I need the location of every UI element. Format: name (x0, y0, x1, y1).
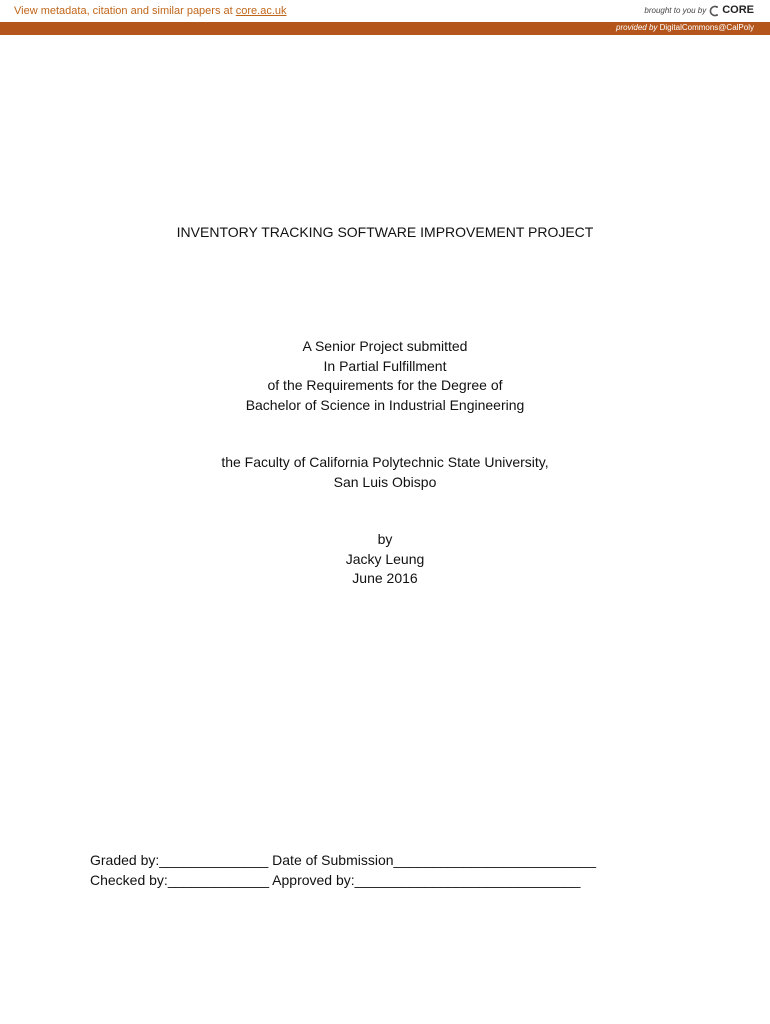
approval-signature-line: Checked by:_____________ Approved by:_____________________________ (90, 872, 581, 888)
author-name: Jacky Leung (345, 550, 425, 567)
core-branding[interactable] (644, 4, 754, 16)
project-title: INVENTORY TRACKING SOFTWARE IMPROVEMENT PROJECT (176, 224, 594, 240)
submission-line: A Senior Project submitted (302, 338, 468, 354)
core-logo-text: CORE (722, 4, 754, 16)
core-header (0, 0, 770, 22)
faculty-statement (0, 453, 770, 492)
submission-line: Bachelor of Science in Industrial Engineering (245, 396, 525, 413)
provided-by-text[interactable] (616, 23, 754, 32)
faculty-line: San Luis Obispo (333, 473, 437, 490)
core-link[interactable]: core.ac.uk (235, 5, 287, 17)
by-label: by (377, 531, 393, 547)
metadata-notice (14, 5, 287, 17)
faculty-line: the Faculty of California Polytechnic State University, (221, 454, 549, 470)
submission-line: of the Requirements for the Degree of (267, 377, 503, 393)
author-block (0, 530, 770, 589)
provided-prefix: provided by (616, 23, 660, 32)
submission-statement (0, 337, 770, 415)
core-logo-icon (709, 4, 719, 16)
submission-line: In Partial Fulfillment (323, 357, 447, 374)
grading-signature-line: Graded by:______________ Date of Submission__________________________ (90, 852, 596, 868)
provider-bar (0, 22, 770, 35)
brought-by-text: brought to you by (644, 5, 707, 15)
submission-date: June 2016 (352, 570, 418, 586)
provider-source: DigitalCommons@CalPoly (659, 23, 754, 32)
metadata-text: View metadata, citation and similar papers at (14, 5, 236, 17)
